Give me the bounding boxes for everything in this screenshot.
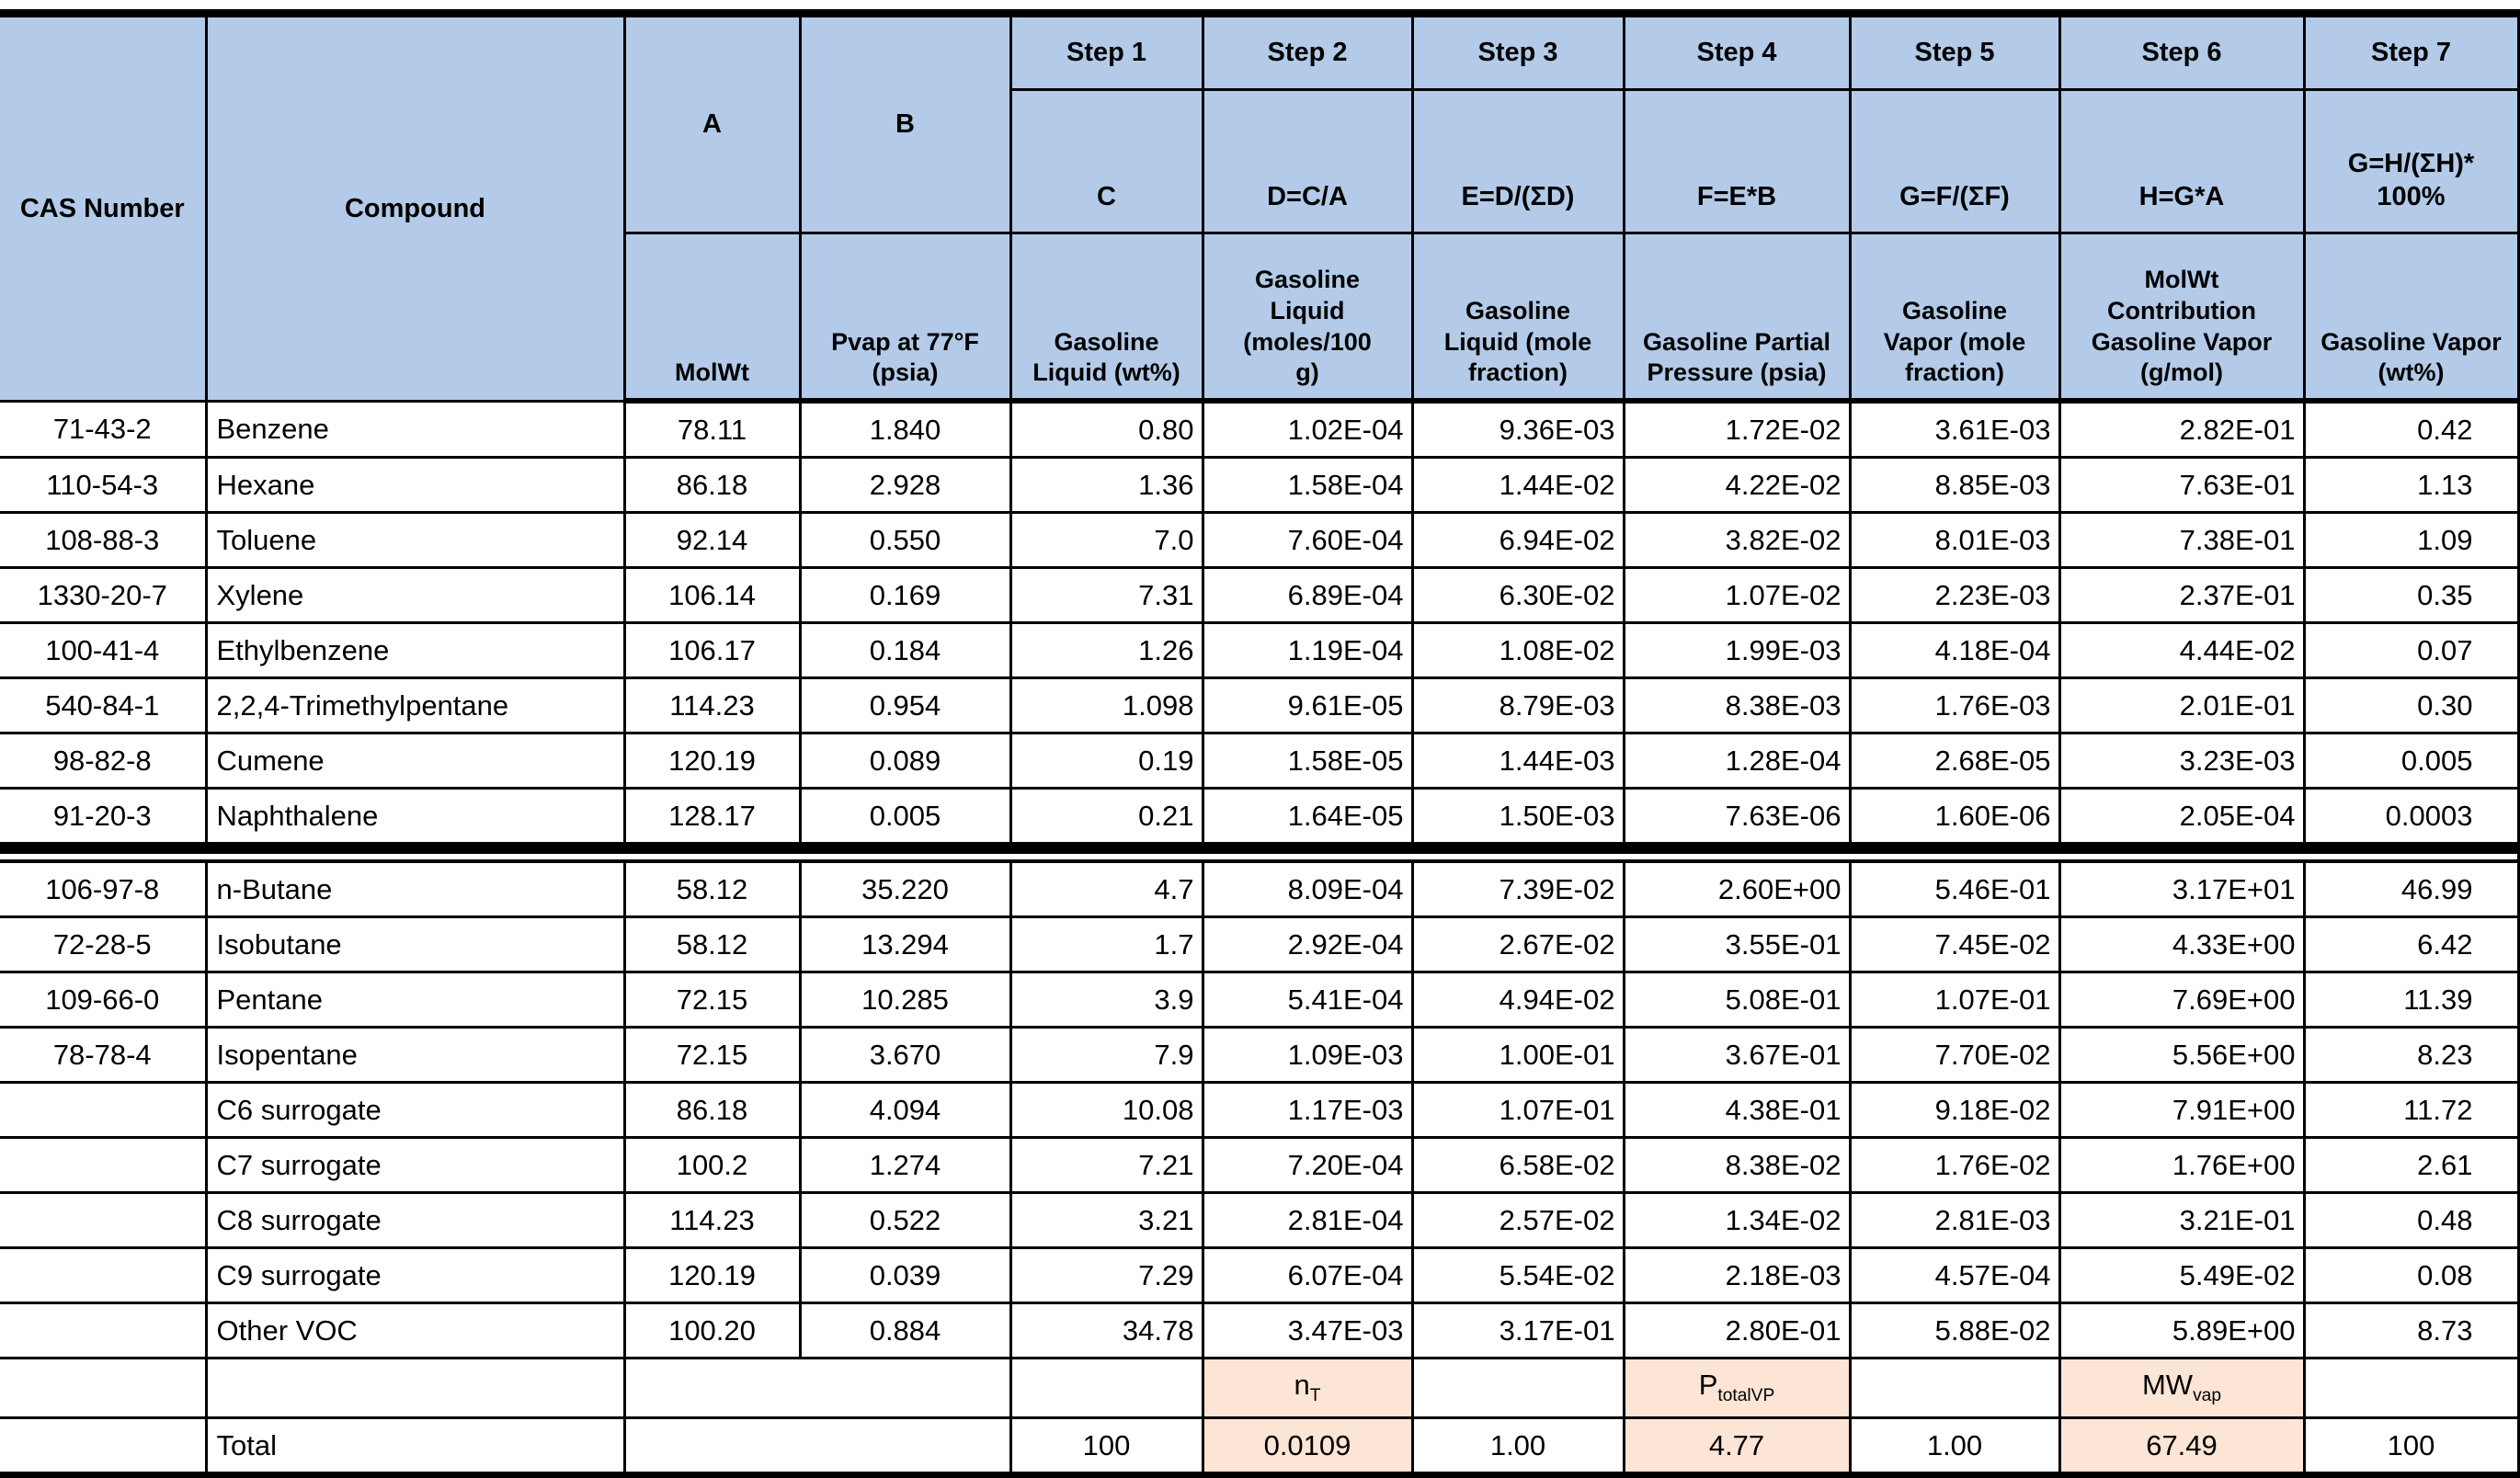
cell-e: 2.67E-02 [1412, 917, 1624, 972]
cell-step7: 0.30 [2304, 678, 2518, 733]
table-row [0, 789, 2518, 848]
cell-compound: Isobutane [206, 917, 624, 972]
cell-cas [0, 1418, 206, 1475]
cell-compound: Cumene [206, 733, 624, 789]
cell-step7 [2304, 1359, 2518, 1418]
cell-compound: Other VOC [206, 1303, 624, 1359]
header-row-steps [0, 14, 2518, 90]
table-row [0, 972, 2518, 1028]
col-header-step7: Step 7 [2304, 14, 2518, 90]
desc-partial-pressure: Gasoline Partial Pressure (psia) [1624, 233, 1850, 402]
cell-cas [0, 1138, 206, 1193]
cell-cas: 72-28-5 [0, 917, 206, 972]
cell-f: 4.38E-01 [1624, 1083, 1850, 1138]
cell-h: 7.69E+00 [2059, 972, 2304, 1028]
cell-c: 10.08 [1010, 1083, 1203, 1138]
cell-c: 7.29 [1010, 1248, 1203, 1303]
cell-h: 2.05E-04 [2059, 789, 2304, 848]
cell-step7: 1.13 [2304, 458, 2518, 513]
cell-pvap: 0.884 [800, 1303, 1010, 1359]
formula-f: F=E*B [1624, 90, 1850, 233]
cell-cas [0, 1083, 206, 1138]
cell-h: 3.21E-01 [2059, 1193, 2304, 1248]
total-liquid-molefrac: 1.00 [1412, 1418, 1624, 1475]
sum-label-total-moles [1203, 1359, 1412, 1418]
cell-compound: Benzene [206, 401, 624, 458]
cell-step7: 0.005 [2304, 733, 2518, 789]
cell-f: 2.18E-03 [1624, 1248, 1850, 1303]
cell-c: 7.31 [1010, 568, 1203, 623]
cell-g: 9.18E-02 [1850, 1083, 2059, 1138]
cell-d: 2.81E-04 [1203, 1193, 1412, 1248]
cell-pvap: 10.285 [800, 972, 1010, 1028]
cell-d: 6.89E-04 [1203, 568, 1412, 623]
cell-step7: 2.61 [2304, 1138, 2518, 1193]
cell-step7: 1.09 [2304, 513, 2518, 568]
cell-c: 3.9 [1010, 972, 1203, 1028]
table-body [0, 401, 2518, 1475]
cell-h: 3.17E+01 [2059, 861, 2304, 917]
cell-cas [0, 1359, 206, 1418]
cell-compound: Hexane [206, 458, 624, 513]
table-row [0, 1138, 2518, 1193]
cell-compound: Xylene [206, 568, 624, 623]
formula-c: C [1010, 90, 1203, 233]
cell-cas: 110-54-3 [0, 458, 206, 513]
cell-d: 1.64E-05 [1203, 789, 1412, 848]
cell-compound: Pentane [206, 972, 624, 1028]
sum-label-total-vapor-pressure [1624, 1359, 1850, 1418]
cell-step7: 6.42 [2304, 917, 2518, 972]
total-vapor-pressure: 4.77 [1624, 1418, 1850, 1475]
cell-f: 7.63E-06 [1624, 789, 1850, 848]
cell-step7: 0.42 [2304, 401, 2518, 458]
cell-molwt: 72.15 [624, 972, 800, 1028]
cell-molwt: 120.19 [624, 733, 800, 789]
cell-h: 5.89E+00 [2059, 1303, 2304, 1359]
cell-molwt: 128.17 [624, 789, 800, 848]
desc-vapor-wt: Gasoline Vapor (wt%) [2304, 233, 2518, 402]
cell-c: 0.80 [1010, 401, 1203, 458]
cell-pvap: 0.954 [800, 678, 1010, 733]
desc-vapor-molefrac: Gasoline Vapor (mole fraction) [1850, 233, 2059, 402]
gasoline-vapor-worksheet [0, 9, 2518, 1461]
cell-e: 8.79E-03 [1412, 678, 1624, 733]
cell-cas: 78-78-4 [0, 1028, 206, 1083]
cell-molwt: 86.18 [624, 1083, 800, 1138]
cell-pvap: 0.169 [800, 568, 1010, 623]
cell-cas: 108-88-3 [0, 513, 206, 568]
sum-label-vapor-molwt-base: MW [2141, 1369, 2194, 1402]
total-row [0, 1418, 2518, 1475]
cell-e: 1.08E-02 [1412, 623, 1624, 678]
cell-compound: C9 surrogate [206, 1248, 624, 1303]
desc-liquid-molefrac: Gasoline Liquid (mole fraction) [1412, 233, 1624, 402]
cell-molwt: 86.18 [624, 458, 800, 513]
cell-e: 3.17E-01 [1412, 1303, 1624, 1359]
table-row [0, 1028, 2518, 1083]
col-header-step2: Step 2 [1203, 14, 1412, 90]
cell-c: 34.78 [1010, 1303, 1203, 1359]
cell-compound: Naphthalene [206, 789, 624, 848]
sum-label-total-vapor-pressure-base: P [1698, 1369, 1718, 1402]
cell-molwt: 100.20 [624, 1303, 800, 1359]
cell-c [1010, 1359, 1203, 1418]
table-row [0, 678, 2518, 733]
cell-molwt: 114.23 [624, 678, 800, 733]
table-row [0, 401, 2518, 458]
cell-pvap: 0.005 [800, 789, 1010, 848]
cell-h: 2.82E-01 [2059, 401, 2304, 458]
cell-g: 1.76E-02 [1850, 1138, 2059, 1193]
cell-c: 7.9 [1010, 1028, 1203, 1083]
cell-pvap: 0.522 [800, 1193, 1010, 1248]
cell-cas: 91-20-3 [0, 789, 206, 848]
cell-f: 1.34E-02 [1624, 1193, 1850, 1248]
formula-step7: G=H/(ΣH)* 100% [2304, 90, 2518, 233]
cell-e: 1.44E-03 [1412, 733, 1624, 789]
cell-h: 2.01E-01 [2059, 678, 2304, 733]
cell-molwt-pvap-merged [624, 1359, 1010, 1418]
cell-cas: 109-66-0 [0, 972, 206, 1028]
cell-g: 2.68E-05 [1850, 733, 2059, 789]
cell-pvap: 4.094 [800, 1083, 1010, 1138]
sum-label-vapor-molwt-subscript: vap [2193, 1386, 2222, 1406]
cell-h: 4.44E-02 [2059, 623, 2304, 678]
cell-compound [206, 1359, 624, 1418]
formula-g: G=F/(ΣF) [1850, 90, 2059, 233]
cell-pvap: 0.089 [800, 733, 1010, 789]
cell-g: 7.70E-02 [1850, 1028, 2059, 1083]
cell-e: 4.94E-02 [1412, 972, 1624, 1028]
cell-e [1412, 1359, 1624, 1418]
cell-h: 3.23E-03 [2059, 733, 2304, 789]
cell-h: 4.33E+00 [2059, 917, 2304, 972]
cell-pvap: 0.550 [800, 513, 1010, 568]
cell-cas [0, 1193, 206, 1248]
cell-f: 1.99E-03 [1624, 623, 1850, 678]
cell-compound: C8 surrogate [206, 1193, 624, 1248]
cell-step7: 8.73 [2304, 1303, 2518, 1359]
cell-molwt-pvap-merged [624, 1418, 1010, 1475]
cell-pvap: 1.840 [800, 401, 1010, 458]
cell-c: 7.21 [1010, 1138, 1203, 1193]
cell-d: 1.09E-03 [1203, 1028, 1412, 1083]
cell-f: 8.38E-02 [1624, 1138, 1850, 1193]
cell-cas: 71-43-2 [0, 401, 206, 458]
col-header-cas: CAS Number [0, 14, 206, 402]
col-header-step3: Step 3 [1412, 14, 1624, 90]
table-row [0, 861, 2518, 917]
table-row [0, 1193, 2518, 1248]
sum-label-vapor-molwt [2059, 1359, 2304, 1418]
cell-e: 1.50E-03 [1412, 789, 1624, 848]
cell-cas [0, 1248, 206, 1303]
col-header-step1: Step 1 [1010, 14, 1203, 90]
cell-h: 7.91E+00 [2059, 1083, 2304, 1138]
cell-molwt: 114.23 [624, 1193, 800, 1248]
col-header-step6: Step 6 [2059, 14, 2304, 90]
summary-label-row [0, 1359, 2518, 1418]
total-vapor-molwt: 67.49 [2059, 1418, 2304, 1475]
cell-d: 1.02E-04 [1203, 401, 1412, 458]
cell-f: 5.08E-01 [1624, 972, 1850, 1028]
cell-pvap: 0.184 [800, 623, 1010, 678]
cell-e: 6.30E-02 [1412, 568, 1624, 623]
cell-e: 2.57E-02 [1412, 1193, 1624, 1248]
cell-cas: 100-41-4 [0, 623, 206, 678]
cell-step7: 11.39 [2304, 972, 2518, 1028]
cell-g: 1.76E-03 [1850, 678, 2059, 733]
cell-h: 5.56E+00 [2059, 1028, 2304, 1083]
cell-c: 4.7 [1010, 861, 1203, 917]
cell-e: 6.94E-02 [1412, 513, 1624, 568]
vapor-calculation-table [0, 9, 2520, 1478]
cell-compound: Toluene [206, 513, 624, 568]
cell-d: 7.60E-04 [1203, 513, 1412, 568]
table-row [0, 568, 2518, 623]
cell-step7: 8.23 [2304, 1028, 2518, 1083]
cell-pvap: 35.220 [800, 861, 1010, 917]
table-row [0, 623, 2518, 678]
cell-step7: 0.0003 [2304, 789, 2518, 848]
cell-g: 1.07E-01 [1850, 972, 2059, 1028]
cell-g: 2.23E-03 [1850, 568, 2059, 623]
cell-molwt: 106.17 [624, 623, 800, 678]
total-liquid-wt: 100 [1010, 1418, 1203, 1475]
cell-f: 1.72E-02 [1624, 401, 1850, 458]
formula-h: H=G*A [2059, 90, 2304, 233]
cell-c: 7.0 [1010, 513, 1203, 568]
cell-c: 3.21 [1010, 1193, 1203, 1248]
cell-e: 1.07E-01 [1412, 1083, 1624, 1138]
total-vapor-wt: 100 [2304, 1418, 2518, 1475]
col-header-b: B [800, 14, 1010, 233]
cell-g: 5.46E-01 [1850, 861, 2059, 917]
cell-c: 1.36 [1010, 458, 1203, 513]
cell-c: 0.19 [1010, 733, 1203, 789]
cell-molwt: 72.15 [624, 1028, 800, 1083]
cell-f: 8.38E-03 [1624, 678, 1850, 733]
cell-molwt: 92.14 [624, 513, 800, 568]
cell-pvap: 13.294 [800, 917, 1010, 972]
cell-g: 4.18E-04 [1850, 623, 2059, 678]
cell-step7: 46.99 [2304, 861, 2518, 917]
cell-h: 2.37E-01 [2059, 568, 2304, 623]
cell-cas: 98-82-8 [0, 733, 206, 789]
cell-f: 3.82E-02 [1624, 513, 1850, 568]
cell-c: 1.26 [1010, 623, 1203, 678]
cell-cas: 540-84-1 [0, 678, 206, 733]
cell-step7: 11.72 [2304, 1083, 2518, 1138]
col-header-compound: Compound [206, 14, 624, 402]
col-header-a: A [624, 14, 800, 233]
cell-cas: 1330-20-7 [0, 568, 206, 623]
cell-d: 1.58E-04 [1203, 458, 1412, 513]
cell-d: 1.58E-05 [1203, 733, 1412, 789]
desc-molwt-contribution: MolWt Contribution Gasoline Vapor (g/mol) [2059, 233, 2304, 402]
cell-molwt: 58.12 [624, 861, 800, 917]
cell-d: 1.17E-03 [1203, 1083, 1412, 1138]
cell-step7: 0.07 [2304, 623, 2518, 678]
cell-e: 9.36E-03 [1412, 401, 1624, 458]
cell-compound: Ethylbenzene [206, 623, 624, 678]
table-row [0, 917, 2518, 972]
cell-e: 7.39E-02 [1412, 861, 1624, 917]
cell-c: 0.21 [1010, 789, 1203, 848]
cell-e: 5.54E-02 [1412, 1248, 1624, 1303]
cell-d: 3.47E-03 [1203, 1303, 1412, 1359]
cell-pvap: 1.274 [800, 1138, 1010, 1193]
table-row [0, 1248, 2518, 1303]
table-row [0, 1083, 2518, 1138]
cell-f: 3.55E-01 [1624, 917, 1850, 972]
cell-g [1850, 1359, 2059, 1418]
cell-g: 8.01E-03 [1850, 513, 2059, 568]
cell-g: 8.85E-03 [1850, 458, 2059, 513]
cell-pvap: 3.670 [800, 1028, 1010, 1083]
sum-label-total-moles-base: n [1294, 1369, 1310, 1402]
col-header-step4: Step 4 [1624, 14, 1850, 90]
desc-liquid-moles: Gasoline Liquid (moles/100 g) [1203, 233, 1412, 402]
cell-e: 1.44E-02 [1412, 458, 1624, 513]
sum-label-total-vapor-pressure-subscript: totalVP [1717, 1386, 1775, 1406]
cell-cas [0, 1303, 206, 1359]
group-separator [0, 848, 2518, 862]
cell-f: 1.28E-04 [1624, 733, 1850, 789]
cell-d: 6.07E-04 [1203, 1248, 1412, 1303]
cell-molwt: 120.19 [624, 1248, 800, 1303]
cell-molwt: 106.14 [624, 568, 800, 623]
cell-f: 2.80E-01 [1624, 1303, 1850, 1359]
cell-f: 2.60E+00 [1624, 861, 1850, 917]
cell-f: 3.67E-01 [1624, 1028, 1850, 1083]
desc-liquid-wt: Gasoline Liquid (wt%) [1010, 233, 1203, 402]
cell-h: 1.76E+00 [2059, 1138, 2304, 1193]
cell-d: 2.92E-04 [1203, 917, 1412, 972]
cell-d: 8.09E-04 [1203, 861, 1412, 917]
cell-step7: 0.35 [2304, 568, 2518, 623]
cell-step7: 0.08 [2304, 1248, 2518, 1303]
cell-g: 7.45E-02 [1850, 917, 2059, 972]
formula-d: D=C/A [1203, 90, 1412, 233]
cell-f: 4.22E-02 [1624, 458, 1850, 513]
cell-d: 9.61E-05 [1203, 678, 1412, 733]
cell-h: 7.38E-01 [2059, 513, 2304, 568]
cell-f: 1.07E-02 [1624, 568, 1850, 623]
cell-g: 1.60E-06 [1850, 789, 2059, 848]
cell-compound: C7 surrogate [206, 1138, 624, 1193]
cell-compound: n-Butane [206, 861, 624, 917]
cell-compound: Isopentane [206, 1028, 624, 1083]
cell-g: 5.88E-02 [1850, 1303, 2059, 1359]
cell-step7: 0.48 [2304, 1193, 2518, 1248]
cell-e: 1.00E-01 [1412, 1028, 1624, 1083]
cell-compound: 2,2,4-Trimethylpentane [206, 678, 624, 733]
cell-pvap: 2.928 [800, 458, 1010, 513]
cell-h: 5.49E-02 [2059, 1248, 2304, 1303]
table-row [0, 1303, 2518, 1359]
cell-c: 1.7 [1010, 917, 1203, 972]
cell-cas: 106-97-8 [0, 861, 206, 917]
desc-pvap: Pvap at 77°F (psia) [800, 233, 1010, 402]
separator-line [0, 848, 2518, 862]
cell-c: 1.098 [1010, 678, 1203, 733]
cell-molwt: 78.11 [624, 401, 800, 458]
cell-molwt: 100.2 [624, 1138, 800, 1193]
table-row [0, 513, 2518, 568]
cell-d: 5.41E-04 [1203, 972, 1412, 1028]
cell-d: 7.20E-04 [1203, 1138, 1412, 1193]
cell-d: 1.19E-04 [1203, 623, 1412, 678]
cell-h: 7.63E-01 [2059, 458, 2304, 513]
cell-pvap: 0.039 [800, 1248, 1010, 1303]
total-vapor-molefrac: 1.00 [1850, 1418, 2059, 1475]
sum-label-total-moles-subscript: T [1309, 1386, 1321, 1406]
cell-g: 3.61E-03 [1850, 401, 2059, 458]
total-label: Total [206, 1418, 624, 1475]
cell-g: 2.81E-03 [1850, 1193, 2059, 1248]
desc-molwt: MolWt [624, 233, 800, 402]
table-header [0, 14, 2518, 402]
table-row [0, 458, 2518, 513]
col-header-step5: Step 5 [1850, 14, 2059, 90]
cell-molwt: 58.12 [624, 917, 800, 972]
cell-e: 6.58E-02 [1412, 1138, 1624, 1193]
table-row [0, 733, 2518, 789]
formula-e: E=D/(ΣD) [1412, 90, 1624, 233]
cell-g: 4.57E-04 [1850, 1248, 2059, 1303]
cell-compound: C6 surrogate [206, 1083, 624, 1138]
total-moles: 0.0109 [1203, 1418, 1412, 1475]
